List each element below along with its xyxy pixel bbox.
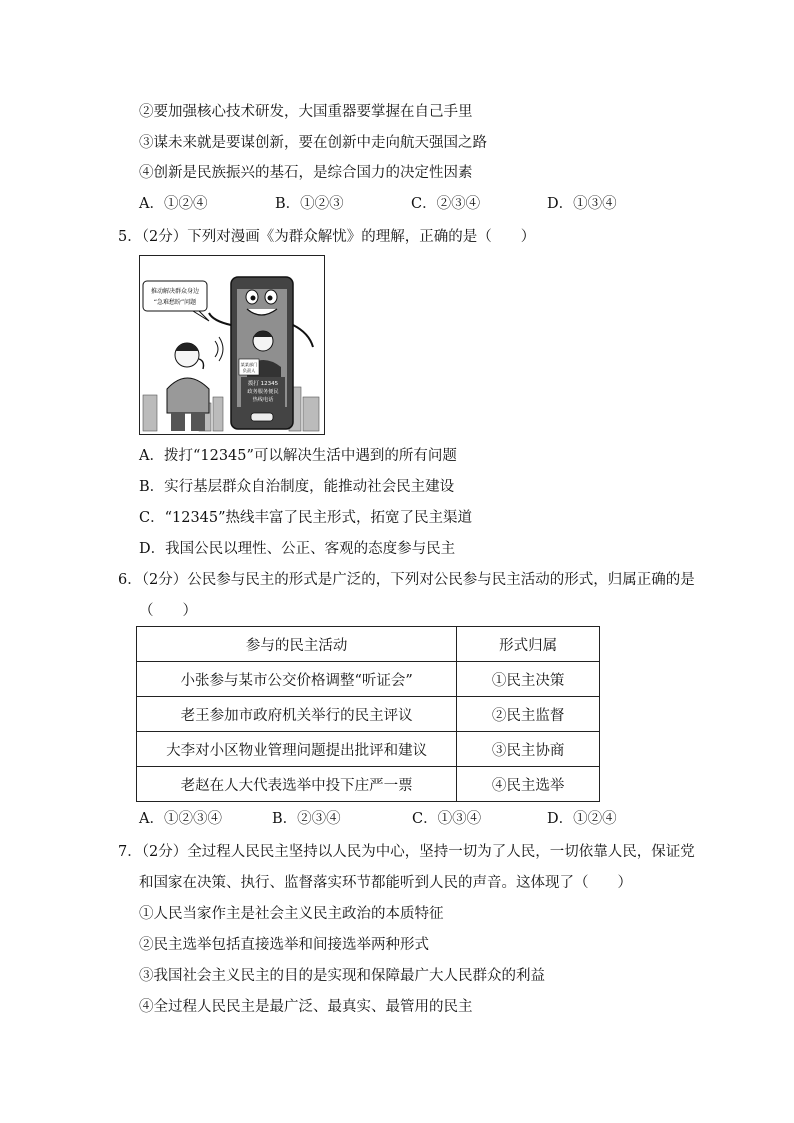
q7-statement-2: ②民主选举包括直接选举和间接选举两种形式 [139,937,429,953]
comic-screen-line2: 政务服务便民 [247,389,279,395]
table-cell-activity: 老赵在人大代表选举中投下庄严一票 [137,767,457,802]
q7-statement-3: ③我国社会主义民主的目的是实现和保障最广大人民群众的利益 [139,968,545,984]
table-cell-activity: 老王参加市政府机关举行的民主评议 [137,697,457,732]
q7-statement-1: ①人民当家作主是社会主义民主政治的本质特征 [139,906,444,922]
q4-option-b: B．①②③ [275,196,344,212]
q4-option-d: D．①③④ [547,196,617,212]
q5-option-a: A．拨打“12345”可以解决生活中遇到的所有问题 [139,448,457,464]
q5-stem: 5．（2分）下列对漫画《为群众解忧》的理解，正确的是（ ） [118,229,536,245]
table-row [137,697,600,732]
table-cell-form: ②民主监督 [457,697,600,732]
table-header-form: 形式归属 [457,627,600,662]
comic-bubble-line2: “急难愁盼”问题 [153,299,197,306]
table-header-row [137,627,600,662]
comic-sign-line2: 负责人 [242,368,256,373]
table-cell-activity: 大李对小区物业管理问题提出批评和建议 [137,732,457,767]
q5-option-b: B．实行基层群众自治制度，能推动社会民主建设 [139,479,455,495]
table-row [137,732,600,767]
comic-screen-line3: 热线电话 [252,397,274,403]
q6-stem: 6．（2分）公民参与民主的形式是广泛的，下列对公民参与民主活动的形式，归属正确的是 [118,572,695,588]
table-header-activity: 参与的民主活动 [137,627,457,662]
q4-statement-4: ④创新是民族振兴的基石，是综合国力的决定性因素 [139,165,473,181]
q4-statement-3: ③谋未来就是要谋创新，要在创新中走向航天强国之路 [139,135,487,151]
q4-option-a: A．①②④ [139,196,208,212]
q5-option-c: C．“12345”热线丰富了民主形式，拓宽了民主渠道 [139,510,473,526]
q7-statement-4: ④全过程人民民主是最广泛、最真实、最管用的民主 [139,999,473,1015]
democracy-table [136,626,600,802]
q6-stem-continued: （ ） [139,603,197,619]
comic-image [139,255,325,435]
q4-option-c: C．②③④ [411,196,481,212]
comic-bubble-line1: 推动解决群众身边 [150,288,200,295]
table-row [137,662,600,697]
q6-option-b: B．②③④ [272,811,341,827]
q6-option-c: C．①③④ [412,811,482,827]
table-row [137,767,600,802]
table-cell-form: ④民主选举 [457,767,600,802]
table-cell-activity: 小张参与某市公交价格调整“听证会” [137,662,457,697]
q6-option-d: D．①②④ [547,811,617,827]
table-cell-form: ③民主协商 [457,732,600,767]
q7-stem: 7．（2分）全过程人民民主坚持以人民为中心，坚持一切为了人民，一切依靠人民，保证党 [118,844,695,860]
q5-option-d: D．我国公民以理性、公正、客观的态度参与民主 [139,541,456,557]
q4-statement-2: ②要加强核心技术研发，大国重器要掌握在自己手里 [139,104,473,120]
table-cell-form: ①民主决策 [457,662,600,697]
q6-option-a: A．①②③④ [139,811,222,827]
comic-screen-line1: 拨打 12345 [247,381,279,387]
q7-stem-continued: 和国家在决策、执行、监督落实环节都能听到人民的声音。这体现了（ ） [139,875,632,891]
comic-sign-line1: 某某部门 [240,362,258,367]
